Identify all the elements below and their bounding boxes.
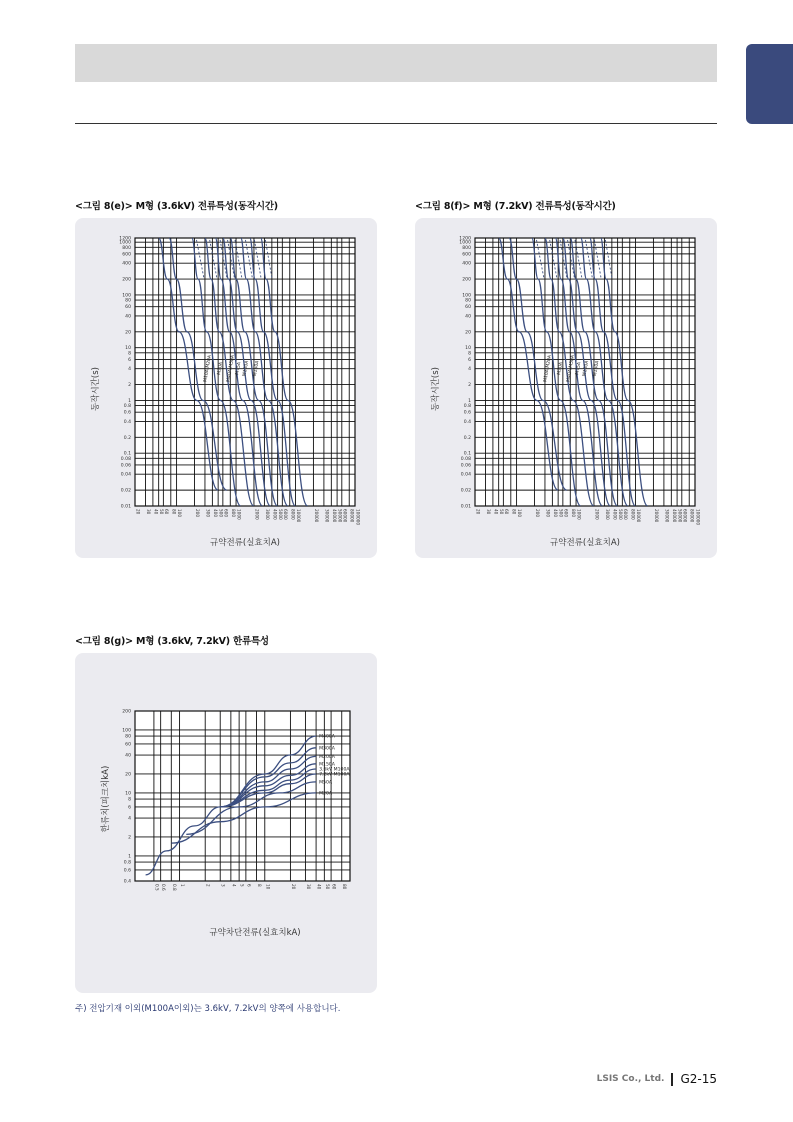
x-tick-label: 30 xyxy=(145,509,151,515)
series-label: M50A xyxy=(319,780,333,786)
y-tick-label: 0.06 xyxy=(120,463,131,469)
x-tick-label: 5 xyxy=(239,884,245,887)
figure-e-panel xyxy=(75,218,377,558)
figure-f-x-axis-label: 규약전류(실효치A) xyxy=(550,538,620,548)
x-tick-label: 2000 xyxy=(594,509,600,520)
x-tick-label: 60 xyxy=(163,509,169,515)
y-tick-label: 6 xyxy=(468,357,471,363)
y-tick-label: 6 xyxy=(128,357,131,363)
series-label: M40A M50A xyxy=(566,354,576,383)
x-tick-label: 0.6 xyxy=(161,884,167,891)
y-tick-label: 100 xyxy=(122,293,131,299)
x-tick-label: 0.5 xyxy=(154,884,160,891)
y-tick-label: 40 xyxy=(125,314,131,320)
figure-g-panel xyxy=(75,653,377,993)
page-number: G2-15 xyxy=(680,1072,717,1086)
y-tick-label: 20 xyxy=(465,330,471,336)
series-label: M20A xyxy=(319,791,333,797)
figure-f-title: <그림 8(f)> M형 (7.2kV) 전류특성(동작시간) xyxy=(415,201,616,212)
y-tick-label: 10 xyxy=(465,346,471,352)
x-tick-label: 4 xyxy=(231,884,237,887)
x-tick-label: 2000 xyxy=(254,509,260,520)
y-tick-label: 800 xyxy=(122,245,131,251)
figure-f-y-axis-label: 동작시간(s) xyxy=(431,367,441,411)
y-tick-label: 2 xyxy=(128,383,131,389)
x-tick-label: 300 xyxy=(205,509,211,517)
y-tick-label: 60 xyxy=(125,742,131,748)
series-label: M40A M50A xyxy=(226,354,236,383)
y-tick-label: 8 xyxy=(468,351,471,357)
y-tick-label: 0.04 xyxy=(460,472,471,478)
y-tick-label: 0.08 xyxy=(120,456,131,462)
y-tick-label: 0.08 xyxy=(460,456,471,462)
series-label: M75A xyxy=(235,361,243,376)
x-tick-label: 50 xyxy=(324,884,330,890)
x-tick-label: 1000 xyxy=(576,509,582,520)
header-divider xyxy=(75,123,717,124)
y-tick-label: 1 xyxy=(128,854,131,860)
series-label: M30A xyxy=(557,361,565,376)
y-tick-label: 0.4 xyxy=(123,419,131,425)
x-tick-label: 4000 xyxy=(612,509,618,520)
figure-e-y-axis-label: 동작시간(s) xyxy=(91,367,101,411)
y-tick-label: 4 xyxy=(128,367,131,373)
y-tick-label: 0.6 xyxy=(463,410,471,416)
x-tick-label: 30 xyxy=(485,509,491,515)
y-tick-label: 600 xyxy=(462,252,471,258)
x-tick-label: 40000 xyxy=(331,509,337,523)
y-tick-label: 10 xyxy=(125,791,131,797)
y-tick-label: 40 xyxy=(465,314,471,320)
y-tick-label: 200 xyxy=(122,277,131,283)
y-tick-label: 1200 xyxy=(119,236,131,242)
x-tick-label: 2 xyxy=(205,884,211,887)
x-tick-label: 5000 xyxy=(618,509,624,520)
y-tick-label: 0.2 xyxy=(463,435,471,441)
series-label: M150A xyxy=(592,360,601,377)
x-tick-label: 100 xyxy=(517,509,523,517)
footnote: 주) 전압기재 이외(M100A이외)는 3.6kV, 7.2kV의 양쪽에 사용합니다. xyxy=(75,1004,341,1014)
x-tick-label: 50 xyxy=(159,509,165,515)
y-tick-label: 100 xyxy=(462,293,471,299)
x-tick-label: 50000 xyxy=(337,509,343,523)
figure-e-title: <그림 8(e)> M형 (3.6kV) 전류특성(동작시간) xyxy=(75,201,278,212)
y-tick-label: 0.01 xyxy=(120,504,131,510)
x-tick-label: 10 xyxy=(265,884,271,890)
x-tick-label: 100000 xyxy=(355,509,361,525)
x-tick-label: 30000 xyxy=(324,509,330,523)
footer-separator xyxy=(671,1073,673,1086)
x-tick-label: 500 xyxy=(558,509,564,517)
x-tick-label: 800 xyxy=(570,509,576,517)
series-label: M100A xyxy=(242,360,251,377)
x-tick-label: 80000 xyxy=(689,509,695,523)
x-tick-label: 800 xyxy=(230,509,236,517)
y-tick-label: 0.04 xyxy=(120,472,131,478)
x-tick-label: 80 xyxy=(171,509,177,515)
y-tick-label: 0.4 xyxy=(463,419,471,425)
x-tick-label: 8 xyxy=(257,884,263,887)
figure-g-y-axis-label: 한류치(피크치kA) xyxy=(101,765,111,833)
y-tick-label: 1 xyxy=(128,398,131,404)
y-tick-label: 1000 xyxy=(459,240,471,246)
x-tick-label: 200 xyxy=(194,509,200,517)
y-tick-label: 800 xyxy=(462,245,471,251)
x-tick-label: 40 xyxy=(153,509,159,515)
x-tick-label: 80 xyxy=(342,884,348,890)
series-label: M200A xyxy=(319,754,335,760)
y-tick-label: 80 xyxy=(125,734,131,740)
y-tick-label: 200 xyxy=(462,277,471,283)
y-tick-label: 200 xyxy=(122,709,131,715)
series-label: M10A M20A xyxy=(543,354,553,383)
x-tick-label: 3000 xyxy=(264,509,270,520)
series-label: M75A xyxy=(575,361,583,376)
y-tick-label: 0.1 xyxy=(463,451,471,457)
x-tick-label: 20 xyxy=(290,884,296,890)
x-tick-label: 10000 xyxy=(296,509,302,523)
company-name: LSIS Co., Ltd. xyxy=(596,1074,665,1084)
y-tick-label: 8 xyxy=(128,797,131,803)
x-tick-label: 0.8 xyxy=(171,884,177,891)
x-tick-label: 60 xyxy=(331,884,337,890)
x-tick-label: 6 xyxy=(246,884,252,887)
x-tick-label: 6000 xyxy=(282,509,288,520)
x-tick-label: 100 xyxy=(177,509,183,517)
x-tick-label: 40000 xyxy=(671,509,677,523)
x-tick-label: 8000 xyxy=(290,509,296,520)
y-tick-label: 6 xyxy=(128,805,131,811)
y-tick-label: 0.8 xyxy=(463,404,471,410)
x-tick-label: 30000 xyxy=(664,509,670,523)
y-tick-label: 600 xyxy=(122,252,131,258)
series-label: M10A M20A xyxy=(203,354,213,383)
y-tick-label: 40 xyxy=(125,753,131,759)
x-tick-label: 20 xyxy=(475,509,481,515)
x-tick-label: 10000 xyxy=(636,509,642,523)
y-tick-label: 0.8 xyxy=(123,860,131,866)
y-tick-label: 1000 xyxy=(119,240,131,246)
y-tick-label: 80 xyxy=(125,298,131,304)
y-tick-label: 0.02 xyxy=(120,488,131,494)
x-tick-label: 20000 xyxy=(313,509,319,523)
x-tick-label: 400 xyxy=(552,509,558,517)
x-tick-label: 400 xyxy=(212,509,218,517)
x-tick-label: 1000 xyxy=(236,509,242,520)
y-tick-label: 0.6 xyxy=(123,410,131,416)
y-tick-label: 1 xyxy=(468,398,471,404)
x-tick-label: 3000 xyxy=(604,509,610,520)
series-label: M100A xyxy=(582,360,591,377)
series-label: M150A xyxy=(319,762,335,768)
y-tick-label: 2 xyxy=(468,383,471,389)
series-label: M150A xyxy=(252,360,261,377)
x-tick-label: 60000 xyxy=(682,509,688,523)
x-tick-label: 40 xyxy=(493,509,499,515)
x-tick-label: 50 xyxy=(499,509,505,515)
y-tick-label: 0.6 xyxy=(123,868,131,874)
y-tick-label: 8 xyxy=(128,351,131,357)
header-bar xyxy=(75,44,717,82)
figure-g-chart xyxy=(75,653,377,993)
figure-f-panel xyxy=(415,218,717,558)
x-tick-label: 200 xyxy=(534,509,540,517)
series-label: M300A xyxy=(319,746,335,752)
y-tick-label: 20 xyxy=(125,772,131,778)
x-tick-label: 60000 xyxy=(342,509,348,523)
figure-g-x-axis-label: 규약차단전류(실효치kA) xyxy=(209,928,301,938)
y-tick-label: 1200 xyxy=(459,236,471,242)
section-tab[interactable] xyxy=(746,44,793,124)
y-tick-label: 0.1 xyxy=(123,451,131,457)
series-label: M30A xyxy=(217,361,225,376)
x-tick-label: 20 xyxy=(135,509,141,515)
x-tick-label: 6000 xyxy=(622,509,628,520)
y-tick-label: 100 xyxy=(122,728,131,734)
x-tick-label: 60 xyxy=(503,509,509,515)
y-tick-label: 2 xyxy=(128,835,131,841)
y-tick-label: 0.8 xyxy=(123,404,131,410)
footer xyxy=(597,1072,717,1086)
y-tick-label: 400 xyxy=(122,261,131,267)
x-tick-label: 40 xyxy=(316,884,322,890)
x-tick-label: 600 xyxy=(223,509,229,517)
x-tick-label: 80 xyxy=(511,509,517,515)
figure-e-x-axis-label: 규약전류(실효치A) xyxy=(210,538,280,548)
y-tick-label: 0.06 xyxy=(460,463,471,469)
x-tick-label: 5000 xyxy=(278,509,284,520)
y-tick-label: 60 xyxy=(465,305,471,311)
x-tick-label: 600 xyxy=(563,509,569,517)
x-tick-label: 8000 xyxy=(630,509,636,520)
figure-f-chart xyxy=(415,218,717,558)
x-tick-label: 100000 xyxy=(695,509,701,525)
x-tick-label: 50000 xyxy=(677,509,683,523)
figure-g-title: <그림 8(g)> M형 (3.6kV, 7.2kV) 한류특성 xyxy=(75,636,269,647)
y-tick-label: 20 xyxy=(125,330,131,336)
x-tick-label: 300 xyxy=(545,509,551,517)
x-tick-label: 1 xyxy=(180,884,186,887)
x-tick-label: 500 xyxy=(218,509,224,517)
y-tick-label: 4 xyxy=(468,367,471,373)
y-tick-label: 400 xyxy=(462,261,471,267)
x-tick-label: 80000 xyxy=(349,509,355,523)
figure-e-chart xyxy=(75,218,377,558)
y-tick-label: 4 xyxy=(128,816,131,822)
y-tick-label: 60 xyxy=(125,305,131,311)
y-tick-label: 0.02 xyxy=(460,488,471,494)
series-label: 3.6kV M100A xyxy=(319,767,350,773)
x-tick-label: 20000 xyxy=(653,509,659,523)
y-tick-label: 10 xyxy=(125,346,131,352)
y-tick-label: 80 xyxy=(465,298,471,304)
y-tick-label: 0.2 xyxy=(123,435,131,441)
series-label: 7.2kV M100A xyxy=(319,772,350,778)
y-tick-label: 0.01 xyxy=(460,504,471,510)
x-tick-label: 4000 xyxy=(272,509,278,520)
x-tick-label: 30 xyxy=(305,884,311,890)
x-tick-label: 3 xyxy=(220,884,226,887)
series-label: M400A xyxy=(319,734,335,740)
y-tick-label: 0.4 xyxy=(123,879,131,885)
